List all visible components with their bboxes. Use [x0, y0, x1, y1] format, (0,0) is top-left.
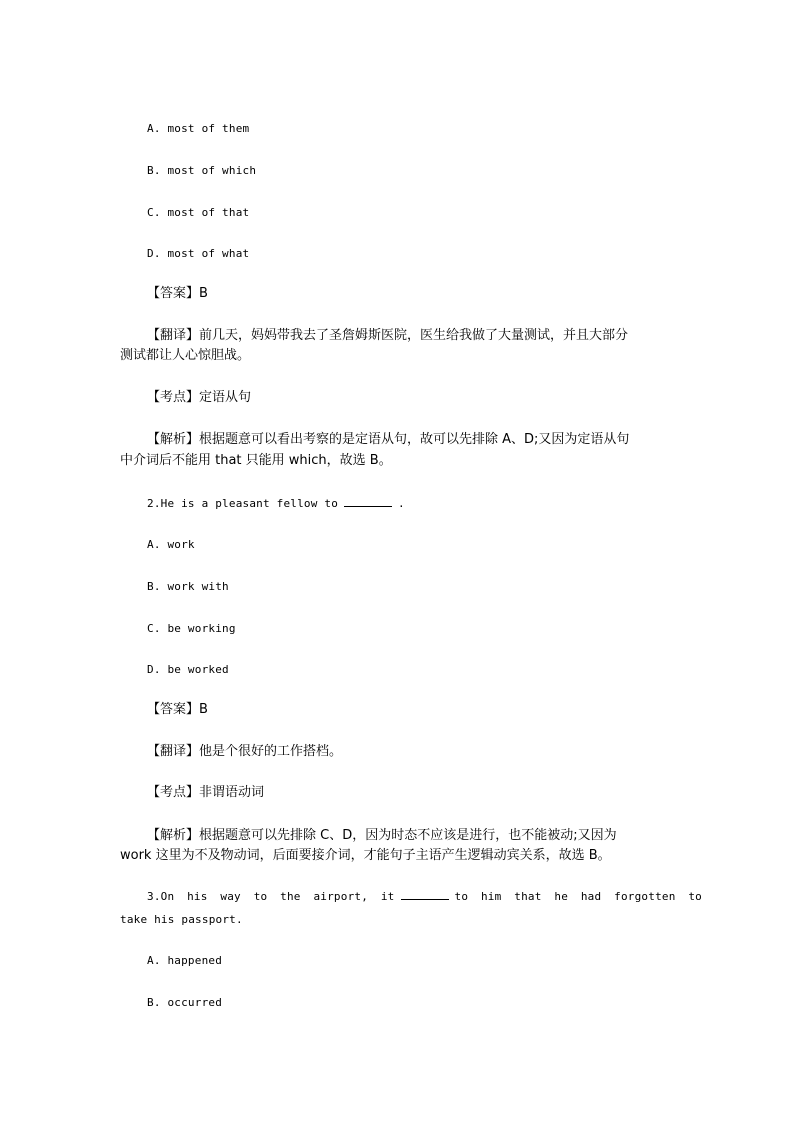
q3-stem-line2: take his passport.	[120, 913, 243, 926]
analysis-text: 根据题意可以看出考察的是定语从句，故可以先排除 A、D;又因为定语从句	[199, 432, 630, 447]
q2-translation	[147, 742, 342, 762]
answer-value: B	[199, 286, 208, 301]
translation-text: 他是个很好的工作搭档。	[199, 744, 343, 759]
translation-label: 【翻译】	[147, 328, 200, 343]
answer-label: 【答案】	[147, 286, 200, 301]
point-label: 【考点】	[147, 390, 200, 405]
q1-option-d: D. most of what	[147, 247, 250, 260]
q2-analysis-line2: work 这里为不及物动词，后面要接介词，才能句子主语产生逻辑动宾关系，故选 B。	[120, 848, 611, 863]
q3-option-b: B. occurred	[147, 996, 223, 1009]
answer-label: 【答案】	[147, 702, 200, 717]
point-label: 【考点】	[147, 785, 200, 800]
q2-option-c: C. be working	[147, 622, 236, 635]
q1-translation-line1	[147, 326, 628, 346]
q2-option-b: B. work with	[147, 580, 229, 593]
q1-option-c: C. most of that	[147, 206, 250, 219]
point-text: 非谓语动词	[199, 785, 265, 800]
q1-option-a: A. most of them	[147, 122, 250, 135]
q1-analysis-line1	[147, 430, 629, 450]
analysis-text: 根据题意可以先排除 C、D，因为时态不应该是进行，也不能被动;又因为	[199, 828, 617, 843]
q1-answer	[147, 284, 208, 304]
answer-blank	[344, 496, 392, 507]
q2-option-d: D. be worked	[147, 663, 229, 676]
answer-blank	[401, 889, 449, 900]
translation-text: 前几天，妈妈带我去了圣詹姆斯医院，医生给我做了大量测试，并且大部分	[199, 328, 629, 343]
q1-option-b: B. most of which	[147, 164, 257, 177]
analysis-label: 【解析】	[147, 432, 200, 447]
q1-analysis-line2: 中介词后不能用 that 只能用 which，故选 B。	[120, 453, 392, 468]
point-text: 定语从句	[199, 390, 252, 405]
q2-analysis-line1	[147, 826, 617, 846]
q3-option-a: A. happened	[147, 954, 223, 967]
q2-answer	[147, 700, 208, 720]
translation-label: 【翻译】	[147, 744, 200, 759]
q2-option-a: A. work	[147, 538, 195, 551]
q3-stem-before: 3.On his way to the airport, it	[147, 890, 395, 903]
q1-point	[147, 388, 251, 408]
answer-value: B	[199, 702, 208, 717]
q1-translation-line2: 测试都让人心惊胆战。	[120, 348, 251, 363]
q2-stem-before: 2.He is a pleasant fellow to	[147, 497, 339, 510]
q2-point	[147, 783, 264, 803]
q3-stem-after: to him that he had forgotten to	[454, 890, 702, 903]
q2-stem	[147, 494, 405, 514]
analysis-label: 【解析】	[147, 828, 200, 843]
q3-stem-line1	[147, 887, 702, 907]
q2-stem-after: .	[398, 497, 405, 510]
